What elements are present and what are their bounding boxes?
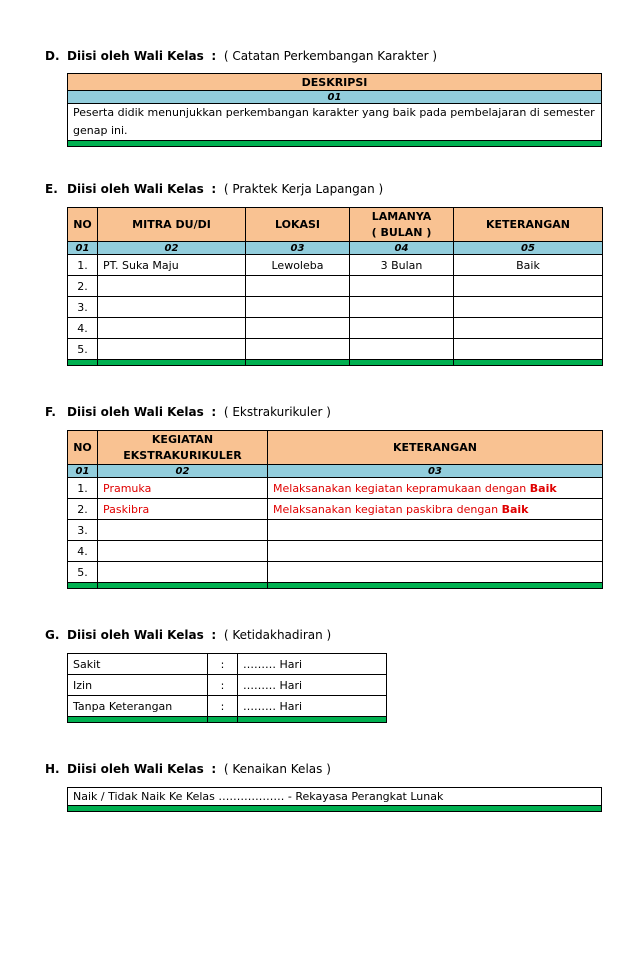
- attendance-separator: :: [208, 675, 238, 696]
- mitra-cell: [98, 339, 246, 360]
- table-row: [68, 339, 603, 360]
- kegiatan-cell: [98, 520, 268, 541]
- mitra-cell: [98, 276, 246, 297]
- row-no: 2.: [68, 499, 98, 520]
- table-row: [68, 562, 603, 583]
- section-letter: G.: [45, 628, 60, 642]
- row-no: 5.: [68, 339, 98, 360]
- keterangan-text: Melaksanakan kegiatan paskibra dengan: [273, 502, 499, 516]
- column-number: 03: [268, 465, 603, 478]
- column-number: 04: [350, 242, 454, 255]
- kegiatan-cell: [98, 562, 268, 583]
- table-row: [68, 478, 603, 499]
- attendance-label: Izin: [68, 675, 208, 696]
- header-lokasi: LOKASI: [246, 208, 350, 242]
- attendance-table: [67, 653, 387, 723]
- lamanya-cell: [350, 297, 454, 318]
- bottom-bar: [68, 717, 387, 723]
- row-no: 5.: [68, 562, 98, 583]
- lokasi-cell: [246, 276, 350, 297]
- section-f-title: [45, 405, 331, 419]
- lokasi-cell: [246, 339, 350, 360]
- mitra-cell: PT. Suka Maju: [98, 255, 246, 276]
- lokasi-cell: Lewoleba: [246, 255, 350, 276]
- colon: :: [211, 49, 217, 63]
- column-number: 01: [68, 242, 98, 255]
- header-kegiatan-line1: KEGIATAN: [151, 432, 214, 446]
- table-row: [68, 675, 387, 696]
- attendance-separator: :: [208, 654, 238, 675]
- lamanya-cell: [350, 339, 454, 360]
- keterangan-cell: [268, 520, 603, 541]
- column-number: 05: [454, 242, 603, 255]
- header-keterangan: KETERANGAN: [268, 431, 603, 465]
- keterangan-cell: [454, 297, 603, 318]
- column-number: 02: [98, 465, 268, 478]
- section-heading: Diisi oleh Wali Kelas: [67, 762, 204, 776]
- keterangan-grade: Baik: [501, 502, 529, 516]
- attendance-separator: :: [208, 696, 238, 717]
- description-text: Peserta didik menunjukkan perkembangan karakter yang baik pada pembelajaran di semester genap ini.: [68, 104, 602, 141]
- lamanya-cell: [350, 276, 454, 297]
- row-no: 3.: [68, 297, 98, 318]
- section-subtitle: ( Ekstrakurikuler ): [223, 405, 331, 419]
- kegiatan-cell: [98, 541, 268, 562]
- row-no: 1.: [68, 255, 98, 276]
- table-row: [68, 541, 603, 562]
- row-no: 3.: [68, 520, 98, 541]
- internship-table: [67, 207, 603, 366]
- row-no: 4.: [68, 318, 98, 339]
- table-row: [68, 276, 603, 297]
- keterangan-grade: Baik: [529, 481, 557, 495]
- lokasi-cell: [246, 297, 350, 318]
- header-deskripsi: DESKRIPSI: [68, 74, 602, 91]
- header-lamanya: [350, 208, 454, 242]
- colon: :: [211, 405, 217, 419]
- keterangan-cell: [268, 562, 603, 583]
- attendance-label: Tanpa Keterangan: [68, 696, 208, 717]
- promotion-text: Naik / Tidak Naik Ke Kelas ……………… - Rekayasa Perangkat Lunak: [68, 788, 602, 806]
- lokasi-cell: [246, 318, 350, 339]
- column-number: 01: [68, 91, 602, 104]
- keterangan-cell: [454, 318, 603, 339]
- section-heading: Diisi oleh Wali Kelas: [67, 405, 204, 419]
- row-no: 2.: [68, 276, 98, 297]
- kegiatan-cell: Paskibra: [98, 499, 268, 520]
- header-mitra: MITRA DU/DI: [98, 208, 246, 242]
- mitra-cell: [98, 318, 246, 339]
- header-no: NO: [68, 208, 98, 242]
- mitra-cell: [98, 297, 246, 318]
- bottom-bar: [68, 583, 603, 589]
- lamanya-cell: [350, 318, 454, 339]
- keterangan-cell: [454, 339, 603, 360]
- section-letter: D.: [45, 49, 60, 63]
- header-no: NO: [68, 431, 98, 465]
- section-subtitle: ( Catatan Perkembangan Karakter ): [223, 49, 438, 63]
- kegiatan-cell: Pramuka: [98, 478, 268, 499]
- colon: :: [211, 762, 217, 776]
- section-letter: F.: [45, 405, 56, 419]
- table-row: [68, 499, 603, 520]
- keterangan-cell: Baik: [454, 255, 603, 276]
- section-subtitle: ( Kenaikan Kelas ): [223, 762, 331, 776]
- section-heading: Diisi oleh Wali Kelas: [67, 49, 204, 63]
- section-subtitle: ( Ketidakhadiran ): [223, 628, 332, 642]
- attendance-value: ……… Hari: [238, 696, 387, 717]
- row-no: 1.: [68, 478, 98, 499]
- column-number: 03: [246, 242, 350, 255]
- attendance-label: Sakit: [68, 654, 208, 675]
- section-subtitle: ( Praktek Kerja Lapangan ): [223, 182, 384, 196]
- colon: :: [211, 628, 217, 642]
- table-row: [68, 654, 387, 675]
- table-row: [68, 297, 603, 318]
- table-row: [68, 255, 603, 276]
- bottom-bar: [68, 806, 602, 812]
- section-heading: Diisi oleh Wali Kelas: [67, 628, 204, 642]
- extracurricular-table: [67, 430, 603, 589]
- section-d-title: [45, 49, 437, 63]
- bottom-bar: [68, 141, 602, 147]
- header-kegiatan: [98, 431, 268, 465]
- column-number: 02: [98, 242, 246, 255]
- attendance-value: ……… Hari: [238, 654, 387, 675]
- section-heading: Diisi oleh Wali Kelas: [67, 182, 204, 196]
- keterangan-text: Melaksanakan kegiatan kepramukaan dengan: [273, 481, 527, 495]
- section-letter: E.: [45, 182, 58, 196]
- promotion-table: [67, 787, 602, 812]
- header-keterangan: KETERANGAN: [454, 208, 603, 242]
- row-no: 4.: [68, 541, 98, 562]
- table-row: [68, 318, 603, 339]
- colon: :: [211, 182, 217, 196]
- header-lamanya-line2: ( BULAN ): [371, 225, 432, 239]
- column-number: 01: [68, 465, 98, 478]
- character-notes-table: [67, 73, 602, 147]
- bottom-bar: [68, 360, 603, 366]
- lamanya-cell: 3 Bulan: [350, 255, 454, 276]
- attendance-value: ……… Hari: [238, 675, 387, 696]
- header-kegiatan-line2: EKSTRAKURIKULER: [123, 448, 242, 462]
- section-g-title: [45, 628, 331, 642]
- keterangan-cell: [268, 541, 603, 562]
- keterangan-cell: [268, 499, 603, 520]
- section-letter: H.: [45, 762, 60, 776]
- header-lamanya-line1: LAMANYA: [371, 209, 432, 223]
- table-row: [68, 520, 603, 541]
- section-e-title: [45, 182, 383, 196]
- keterangan-cell: [454, 276, 603, 297]
- section-h-title: [45, 762, 331, 776]
- table-row: [68, 696, 387, 717]
- keterangan-cell: [268, 478, 603, 499]
